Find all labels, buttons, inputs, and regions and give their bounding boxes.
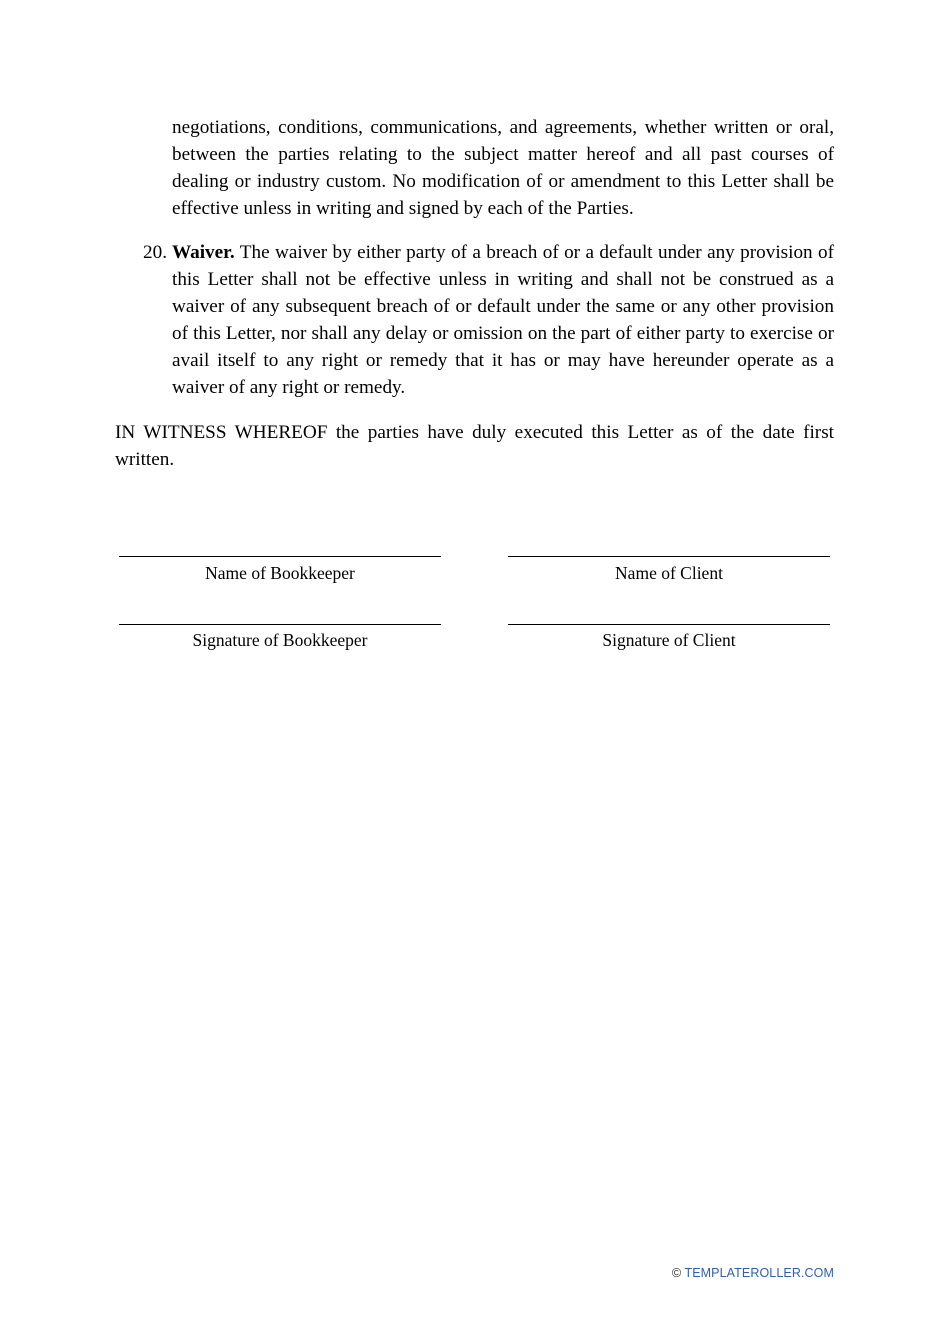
witness-statement: IN WITNESS WHEREOF the parties have duly executed this Letter as of the date first written.: [115, 422, 834, 470]
bookkeeper-name-line[interactable]: [119, 556, 441, 557]
client-name-label: Name of Client: [615, 563, 723, 583]
clause-20-number: 20.: [143, 242, 167, 263]
client-signature-label: Signature of Client: [602, 630, 736, 650]
clause-19-continuation: negotiations, conditions, communications, and agreements, whether written or oral, between the parties relating to the subject matter hereof and all past courses of dealing or industry custom. No modification of or amendment to this Letter shall be effective unless in writing and signed by each of the Parties.: [172, 117, 834, 219]
copyright-icon: ©: [671, 1266, 682, 1280]
footer-credit: [672, 1265, 834, 1281]
bookkeeper-signature-line[interactable]: [119, 624, 441, 625]
bookkeeper-signature-label: Signature of Bookkeeper: [192, 630, 368, 650]
client-signature-line[interactable]: [508, 624, 830, 625]
clause-20-text: The waiver by either party of a breach of or a default under any provision of this Letter shall not be effective unless in writing and shall not be construed as a waiver of any subsequent breach of or default under the same or any other provision of this Letter, nor shall any delay or omission on the part of either party to exercise or avail itself to any right or remedy that it has or may have hereunder operate as a waiver of any right or remedy.: [172, 242, 834, 398]
clause-20-heading: Waiver.: [172, 242, 235, 263]
footer-brand-link[interactable]: TEMPLATEROLLER.COM: [684, 1266, 834, 1280]
client-name-line[interactable]: [508, 556, 830, 557]
clause-20-waiver: [172, 239, 834, 401]
bookkeeper-name-label: Name of Bookkeeper: [205, 563, 355, 583]
